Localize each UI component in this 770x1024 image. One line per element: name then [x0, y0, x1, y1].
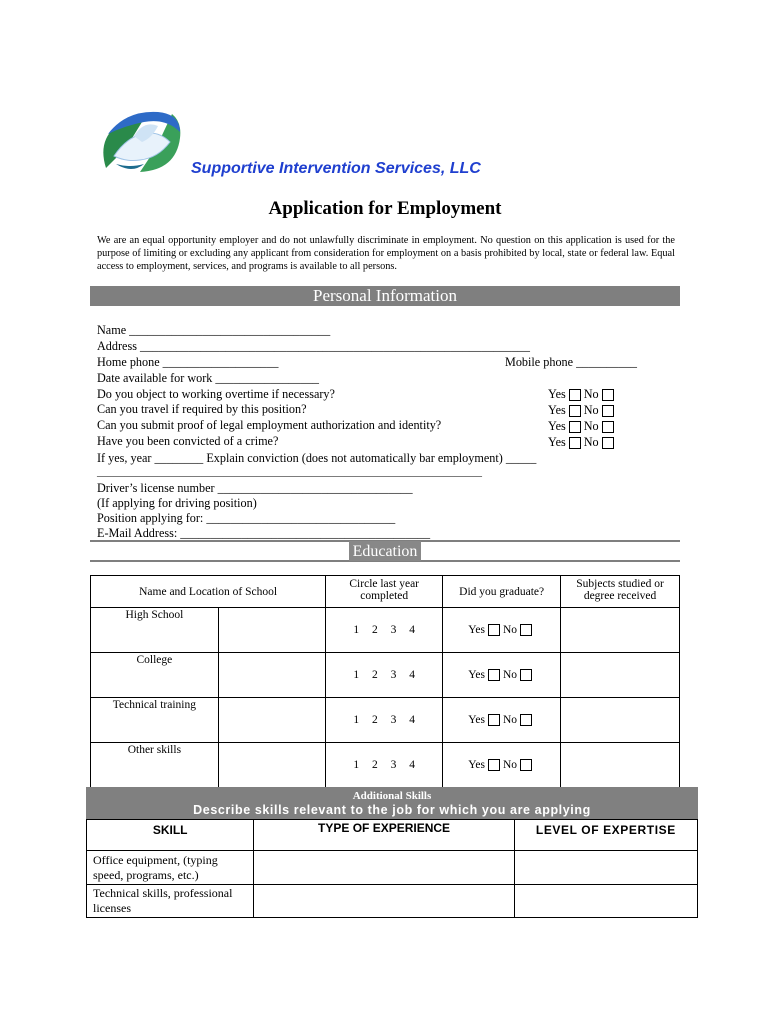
table-row: [91, 608, 680, 653]
intro-paragraph: We are an equal opportunity employer and do not unlawfully discriminate in employment. No question on this application is used for the purpose of limiting or excluding any applicant from consideration for employment on a basis prohibited by local, state or federal law. Equal access to employment, services, and programs is available to all persons.: [97, 235, 675, 273]
last-year-cell[interactable]: [326, 698, 443, 743]
question-overtime: Do you object to working overtime if necessary?: [97, 387, 335, 401]
skill-technical-licenses: Technical skills, professional licenses: [87, 885, 254, 918]
graduate-cell: [443, 653, 561, 698]
subjects-cell[interactable]: [561, 608, 680, 653]
skill-office-equipment: Office equipment, (typing speed, programs, etc.): [87, 851, 254, 885]
position-field[interactable]: Position applying for: _______________________________: [97, 511, 396, 525]
conviction-continuation-line[interactable]: ______________________________________________________________________: [97, 466, 482, 478]
yes-label: Yes: [548, 435, 566, 449]
overtime-yes-no: [548, 387, 617, 402]
last-year-cell[interactable]: [326, 653, 443, 698]
col-skill-header: SKILL: [87, 820, 254, 851]
name-field[interactable]: Name _________________________________: [97, 323, 331, 337]
school-name-cell[interactable]: [218, 608, 325, 653]
yes-checkbox[interactable]: [488, 759, 500, 771]
proof-yes-no: [548, 419, 617, 434]
no-label: No: [583, 435, 599, 449]
no-label: No: [583, 387, 599, 401]
subjects-cell[interactable]: [561, 743, 680, 788]
question-travel: Can you travel if required by this position?: [97, 402, 307, 416]
graduate-cell: [443, 698, 561, 743]
mobile-phone-field[interactable]: Mobile phone __________: [505, 355, 638, 369]
skills-table: [86, 819, 698, 918]
type-of-experience-cell[interactable]: [254, 885, 514, 918]
email-field[interactable]: E-Mail Address: _________________________________________: [97, 526, 431, 540]
last-year-cell[interactable]: [326, 743, 443, 788]
type-of-experience-cell[interactable]: [254, 851, 514, 885]
crime-yes-no: [548, 435, 617, 450]
personal-information-heading: Personal Information: [90, 286, 680, 306]
drivers-license-note: (If applying for driving position): [97, 496, 257, 510]
yes-label: Yes: [548, 419, 566, 433]
no-label: No: [583, 403, 599, 417]
no-checkbox[interactable]: [602, 405, 614, 417]
conviction-explanation-field[interactable]: If yes, year ________ Explain conviction (does not automatically bar employment) _____: [97, 451, 537, 465]
yes-label: Yes: [468, 758, 485, 771]
year-options[interactable]: 1 2 3 4: [353, 714, 415, 726]
education-table: [90, 575, 680, 788]
yes-label: Yes: [468, 713, 485, 726]
no-checkbox[interactable]: [602, 437, 614, 449]
last-year-cell[interactable]: [326, 608, 443, 653]
no-checkbox[interactable]: [602, 421, 614, 433]
year-options[interactable]: 1 2 3 4: [353, 759, 415, 771]
year-options[interactable]: 1 2 3 4: [353, 669, 415, 681]
subjects-cell[interactable]: [561, 698, 680, 743]
table-row: [91, 743, 680, 788]
yes-checkbox[interactable]: [488, 669, 500, 681]
yes-checkbox[interactable]: [569, 389, 581, 401]
table-row: [87, 885, 698, 918]
year-options[interactable]: 1 2 3 4: [353, 624, 415, 636]
education-heading-bar: [90, 540, 680, 562]
col-subjects-header: Subjects studied or degree received: [561, 576, 680, 608]
school-name-cell[interactable]: [218, 653, 325, 698]
question-crime: Have you been convicted of a crime?: [97, 434, 279, 448]
question-proof: Can you submit proof of legal employment authorization and identity?: [97, 418, 442, 432]
col-type-header: TYPE OF EXPERIENCE: [254, 820, 514, 851]
table-row: [91, 698, 680, 743]
yes-checkbox[interactable]: [569, 437, 581, 449]
no-checkbox[interactable]: [520, 714, 532, 726]
col-graduate-header: Did you graduate?: [443, 576, 561, 608]
no-checkbox[interactable]: [520, 624, 532, 636]
yes-label: Yes: [468, 668, 485, 681]
company-name: Supportive Intervention Services, LLC: [191, 160, 481, 177]
no-label: No: [502, 713, 518, 726]
no-checkbox[interactable]: [520, 759, 532, 771]
table-row: [87, 851, 698, 885]
no-checkbox[interactable]: [602, 389, 614, 401]
level-of-expertise-cell[interactable]: [514, 885, 697, 918]
col-school-header: Name and Location of School: [91, 576, 326, 608]
yes-label: Yes: [548, 387, 566, 401]
school-name-cell[interactable]: [218, 698, 325, 743]
col-last-year-header: Circle last year completed: [326, 576, 443, 608]
school-name-cell[interactable]: [218, 743, 325, 788]
yes-checkbox[interactable]: [488, 714, 500, 726]
row-label-high-school: High School: [91, 608, 219, 653]
home-phone-field[interactable]: Home phone ___________________: [97, 355, 279, 369]
travel-yes-no: [548, 403, 617, 418]
table-row: [91, 653, 680, 698]
additional-skills-header: [86, 787, 698, 819]
education-heading: Education: [349, 541, 421, 561]
level-of-expertise-cell[interactable]: [514, 851, 697, 885]
no-label: No: [583, 419, 599, 433]
address-field[interactable]: Address ________________________________________________________________: [97, 339, 530, 353]
page-title: Application for Employment: [268, 198, 502, 219]
yes-checkbox[interactable]: [569, 421, 581, 433]
additional-skills-heading: Additional Skills: [352, 790, 432, 802]
date-available-field[interactable]: Date available for work _________________: [97, 371, 320, 385]
graduate-cell: [443, 743, 561, 788]
col-level-header: LEVEL OF EXPERTISE: [514, 820, 697, 851]
no-label: No: [502, 623, 518, 636]
subjects-cell[interactable]: [561, 653, 680, 698]
row-label-other-skills: Other skills: [91, 743, 219, 788]
company-logo: [96, 108, 186, 176]
yes-checkbox[interactable]: [488, 624, 500, 636]
drivers-license-field[interactable]: Driver’s license number ________________________________: [97, 481, 413, 495]
additional-skills-subheading: Describe skills relevant to the job for which you are applying: [193, 803, 591, 817]
yes-checkbox[interactable]: [569, 405, 581, 417]
yes-label: Yes: [548, 403, 566, 417]
row-label-college: College: [91, 653, 219, 698]
no-checkbox[interactable]: [520, 669, 532, 681]
graduate-cell: [443, 608, 561, 653]
row-label-technical-training: Technical training: [91, 698, 219, 743]
no-label: No: [502, 668, 518, 681]
yes-label: Yes: [468, 623, 485, 636]
no-label: No: [502, 758, 518, 771]
